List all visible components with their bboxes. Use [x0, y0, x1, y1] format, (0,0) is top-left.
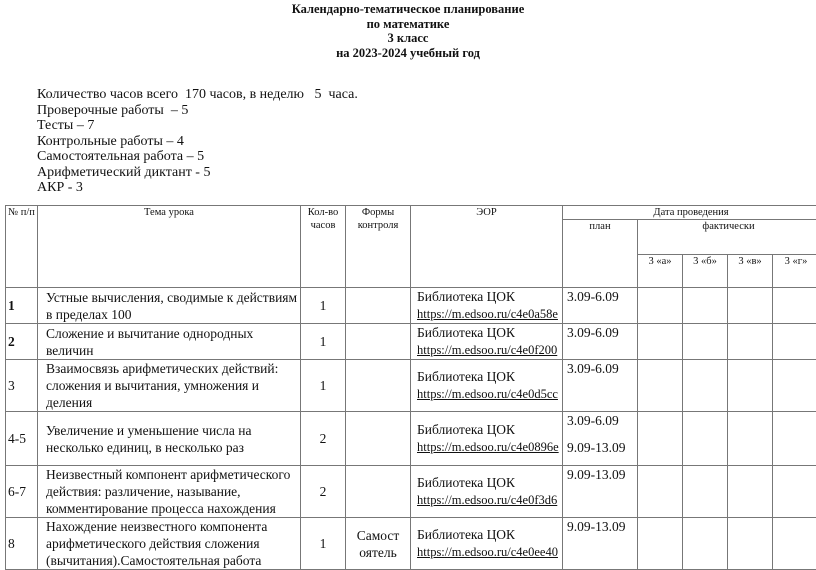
- row-forms: [346, 360, 411, 412]
- fact-class-b[interactable]: [683, 360, 728, 412]
- summary-info: [37, 87, 358, 196]
- table-row: [6, 288, 816, 324]
- info-line: Проверочные работы – 5: [37, 103, 358, 119]
- fact-class-v[interactable]: [728, 466, 773, 518]
- fact-class-v[interactable]: [728, 288, 773, 324]
- fact-class-g[interactable]: [773, 412, 816, 466]
- header-num: № п/п: [6, 206, 38, 288]
- eor-link[interactable]: https://m.edsoo.ru/c4e0f3d6: [417, 493, 557, 507]
- plan-date: 3.09-6.09: [567, 360, 635, 377]
- plan-date: 3.09-6.09: [567, 324, 635, 341]
- row-forms: [346, 324, 411, 360]
- header-class-b: 3 «б»: [683, 255, 728, 288]
- eor-name: Библиотека ЦОК: [417, 368, 560, 385]
- row-hours: 1: [301, 324, 346, 360]
- row-forms: [346, 288, 411, 324]
- row-forms: [346, 412, 411, 466]
- fact-class-a[interactable]: [638, 288, 683, 324]
- row-hours: 1: [301, 360, 346, 412]
- info-line: АКР - 3: [37, 180, 358, 196]
- fact-class-g[interactable]: [773, 288, 816, 324]
- row-num: 6-7: [6, 466, 38, 518]
- info-line: Самостоятельная работа – 5: [37, 149, 358, 165]
- row-topic: Сложение и вычитание однородных величин: [38, 324, 301, 360]
- table-row: [6, 324, 816, 360]
- row-num: 3: [6, 360, 38, 412]
- plan-date: 3.09-6.09: [567, 288, 635, 305]
- header-fact: фактически: [638, 220, 816, 255]
- title-line: Календарно-тематическое планирование: [0, 2, 816, 17]
- table-row: [6, 412, 816, 466]
- header-class-v: 3 «в»: [728, 255, 773, 288]
- row-hours: 1: [301, 518, 346, 570]
- row-topic: Устные вычисления, сводимые к действиям в пределах 100: [38, 288, 301, 324]
- row-num: 2: [6, 324, 38, 360]
- header-topic: Тема урока: [38, 206, 301, 288]
- row-hours: 2: [301, 466, 346, 518]
- eor-name: Библиотека ЦОК: [417, 288, 560, 305]
- row-topic: Увеличение и уменьшение числа на несколько единиц, в несколько раз: [38, 412, 301, 466]
- info-line: Тесты – 7: [37, 118, 358, 134]
- header-hours: Кол-во часов: [301, 206, 346, 288]
- eor-name: Библиотека ЦОК: [417, 474, 560, 491]
- fact-class-a[interactable]: [638, 360, 683, 412]
- eor-link[interactable]: https://m.edsoo.ru/c4e0f200: [417, 343, 557, 357]
- info-line: Арифметический диктант - 5: [37, 165, 358, 181]
- info-line: Контрольные работы – 4: [37, 134, 358, 150]
- info-line: Количество часов всего 170 часов, в неделю 5 часа.: [37, 87, 358, 103]
- eor-link[interactable]: https://m.edsoo.ru/c4e0a58e: [417, 307, 558, 321]
- row-hours: 1: [301, 288, 346, 324]
- eor-name: Библиотека ЦОК: [417, 526, 560, 543]
- fact-class-b[interactable]: [683, 324, 728, 360]
- row-topic: Неизвестный компонент арифметического действия: различение, называние, комментирование процесса нахождения: [38, 466, 301, 518]
- fact-class-g[interactable]: [773, 360, 816, 412]
- header-plan: план: [563, 220, 638, 288]
- fact-class-a[interactable]: [638, 466, 683, 518]
- fact-class-g[interactable]: [773, 324, 816, 360]
- plan-date: 3.09-6.09: [567, 412, 635, 429]
- header-class-g: 3 «г»: [773, 255, 816, 288]
- header-forms: Формы контроля: [346, 206, 411, 288]
- eor-link[interactable]: https://m.edsoo.ru/c4e0ee40: [417, 545, 558, 559]
- row-hours: 2: [301, 412, 346, 466]
- eor-name: Библиотека ЦОК: [417, 421, 560, 438]
- plan-date: 9.09-13.09: [567, 466, 635, 483]
- fact-class-v[interactable]: [728, 360, 773, 412]
- title-line: по математике: [0, 17, 816, 32]
- title-line: 3 класс: [0, 31, 816, 46]
- plan-date: 9.09-13.09: [567, 518, 635, 535]
- fact-class-b[interactable]: [683, 288, 728, 324]
- plan-date-2: 9.09-13.09: [567, 439, 635, 456]
- fact-class-b[interactable]: [683, 466, 728, 518]
- header-date: Дата проведения: [563, 206, 816, 220]
- fact-class-v[interactable]: [728, 412, 773, 466]
- eor-link[interactable]: https://m.edsoo.ru/c4e0896e: [417, 440, 559, 454]
- fact-class-b[interactable]: [683, 412, 728, 466]
- fact-class-v[interactable]: [728, 324, 773, 360]
- header-class-a: 3 «а»: [638, 255, 683, 288]
- row-num: 8: [6, 518, 38, 570]
- header-eor: ЭОР: [411, 206, 563, 288]
- row-topic: Нахождение неизвестного компонента арифметического действия сложения (вычитания).Самостоятельная работа: [38, 518, 301, 570]
- table-row: [6, 466, 816, 518]
- eor-name: Библиотека ЦОК: [417, 324, 560, 341]
- row-forms: [346, 466, 411, 518]
- title-line: на 2023-2024 учебный год: [0, 46, 816, 61]
- row-num: 4-5: [6, 412, 38, 466]
- row-forms: Самост оятель: [346, 518, 411, 570]
- document-title: [0, 2, 816, 60]
- row-num: 1: [6, 288, 38, 324]
- lesson-plan-table: [5, 205, 816, 570]
- table-row: [6, 360, 816, 412]
- fact-class-a[interactable]: [638, 412, 683, 466]
- row-topic: Взаимосвязь арифметических действий: сложения и вычитания, умножения и деления: [38, 360, 301, 412]
- fact-class-a[interactable]: [638, 324, 683, 360]
- eor-link[interactable]: https://m.edsoo.ru/c4e0d5cc: [417, 387, 558, 401]
- fact-class-g[interactable]: [773, 466, 816, 518]
